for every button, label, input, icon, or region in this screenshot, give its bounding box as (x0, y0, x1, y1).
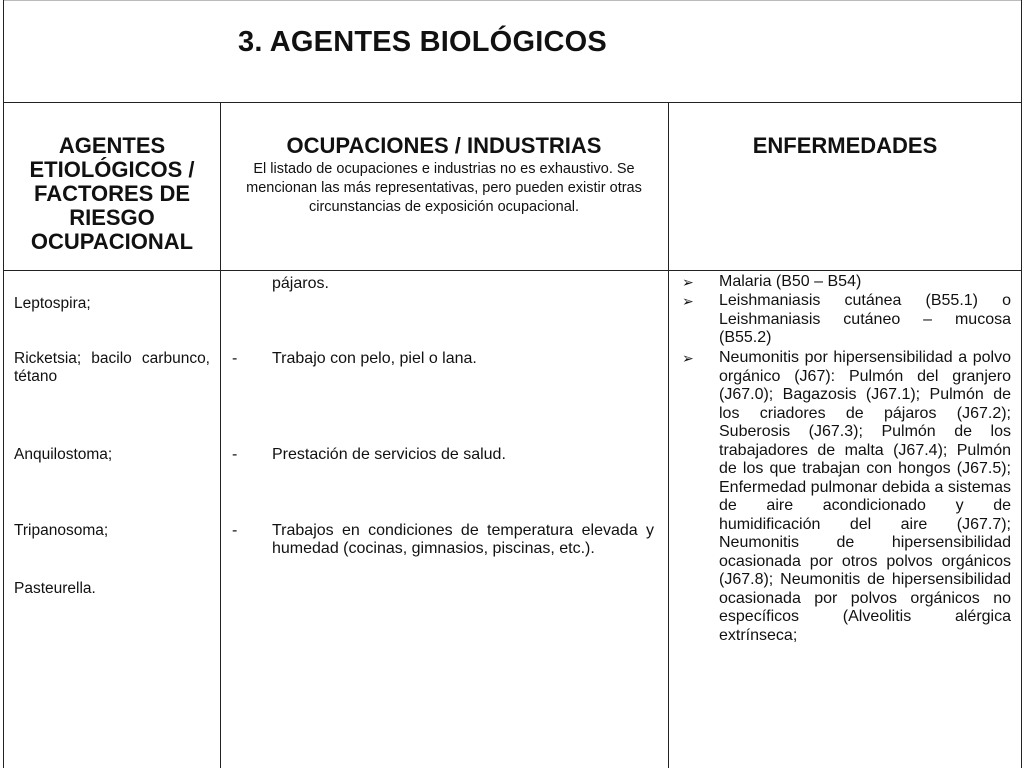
occupation-dash: - (232, 522, 238, 539)
section-title: 3. AGENTES BIOLÓGICOS (238, 26, 607, 58)
disease-item: Neumonitis por hipersensibilidad a polvo orgánico (J67): Pulmón del granjero (J67.0); Bagazosis (J67.1); Pulmón de los criadores de pájaros (J67.2); Suberosis (J67.3); Pulmón de los trabajadores de malta (J67.4); Pulmón de los que trabajan con hongos (J67.5); Enfermedad pulmonar debida a sistemas de aire acondicionado y de humidificación del aire (J67.7); Neumonitis de hipersensibilidad ocasionada por otros polvos orgánicos (J67.8); Neumonitis de hipersensibilidad ocasionada por polvos orgánicos no específicos (Alveolitis alérgica extrínseca; (719, 349, 1011, 644)
arrow-bullet-icon: ➢ (682, 350, 694, 366)
arrow-bullet-icon: ➢ (682, 274, 694, 290)
occupation-item: Trabajos en condiciones de temperatura elevada y humedad (cocinas, gimnasios, piscinas, etc.). (272, 522, 654, 557)
column-divider-1 (220, 102, 221, 768)
frame-left-border (3, 0, 4, 768)
header-agents: AGENTES ETIOLÓGICOS / FACTORES DE RIESGO OCUPACIONAL (29, 133, 195, 254)
occupation-item: Trabajo con pelo, piel o lana. (272, 350, 477, 367)
occupation-item: Prestación de servicios de salud. (272, 446, 506, 463)
occupation-item: pájaros. (272, 275, 329, 292)
disease-item: Leishmaniasis cutánea (B55.1) o Leishmaniasis cutáneo – mucosa (B55.2) (719, 292, 1011, 346)
arrow-bullet-icon: ➢ (682, 293, 694, 309)
agent-item: Pasteurella. (14, 580, 96, 597)
disease-item: Malaria (B50 – B54) (719, 273, 862, 290)
agent-item: Ricketsia; bacilo carbunco, tétano (14, 350, 210, 385)
agent-item: Tripanosoma; (14, 522, 109, 539)
frame-top-border (3, 0, 1021, 1)
header-occupations: OCUPACIONES / INDUSTRIAS (286, 133, 602, 158)
agent-item: Leptospira; (14, 295, 91, 312)
header-row-divider (3, 270, 1021, 271)
frame-right-border (1021, 0, 1022, 768)
occupation-dash: - (232, 350, 238, 367)
header-occupations-note: El listado de ocupaciones e industrias no es exhaustivo. Se mencionan las más representativas, pero pueden existir otras circunstancias de exposición ocupacional. (246, 161, 642, 215)
table-top-border (3, 102, 1021, 103)
header-diseases: ENFERMEDADES (752, 133, 938, 158)
column-divider-2 (668, 102, 669, 768)
agent-item: Anquilostoma; (14, 446, 113, 463)
occupation-dash: - (232, 446, 238, 463)
